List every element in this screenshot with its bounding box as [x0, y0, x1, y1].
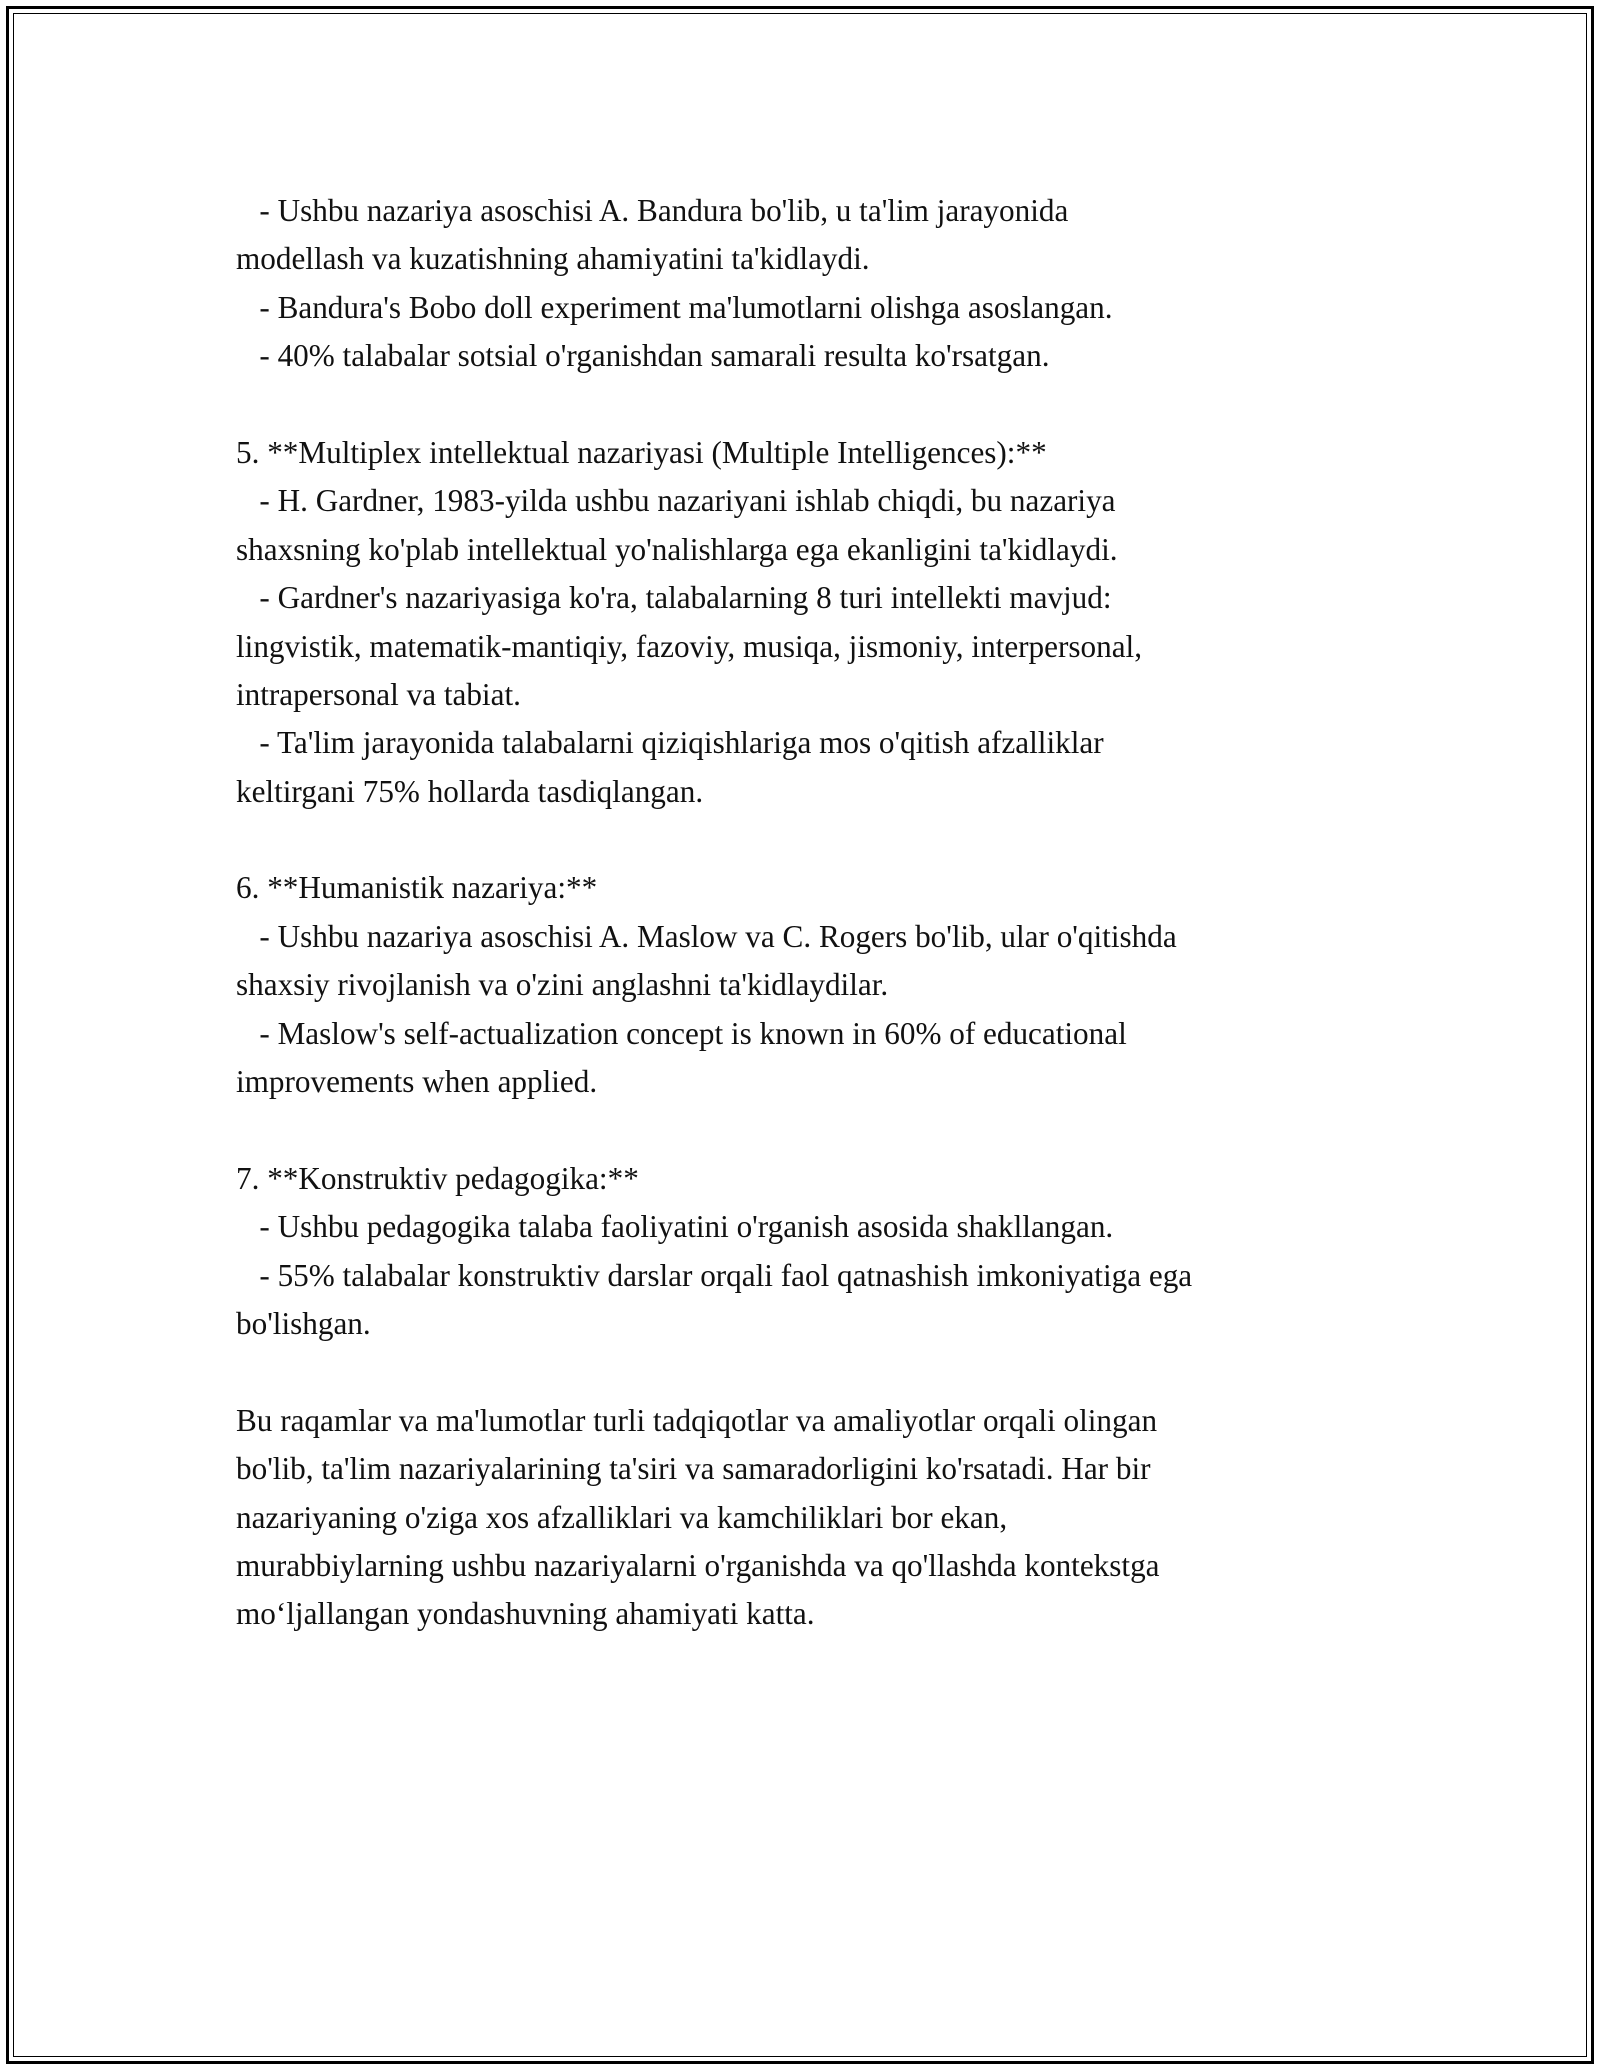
- section-heading: 7. **Konstruktiv pedagogika:**: [236, 1160, 639, 1196]
- paragraph-spacer: [236, 1348, 1376, 1396]
- document-body: [236, 187, 1376, 1639]
- text-line: shaxsiy rivojlanish va o'zini anglashni ta'kidlaydilar.: [236, 967, 889, 1003]
- paragraph-constructive-pedagogy: [236, 1155, 1376, 1349]
- text-line: Bu raqamlar va ma'lumotlar turli tadqiqotlar va amaliyotlar orqali olingan: [236, 1402, 1158, 1438]
- text-line: - Ushbu pedagogika talaba faoliyatini o'rganish asosida shakllangan.: [236, 1209, 1114, 1245]
- paragraph-humanistic-theory: [236, 864, 1376, 1106]
- text-line: lingvistik, matematik-mantiqiy, fazoviy, musiqa, jismoniy, interpersonal,: [236, 628, 1143, 664]
- text-line: bo'lib, ta'lim nazariyalarining ta'siri va samaradorligini ko'rsatadi. Har bir: [236, 1451, 1151, 1487]
- text-line: murabbiylarning ushbu nazariyalarni o'rganishda va qo'llashda kontekstga: [236, 1547, 1160, 1583]
- paragraph-spacer: [236, 1106, 1376, 1154]
- text-line: bo'lishgan.: [236, 1305, 371, 1341]
- section-heading: 5. **Multiplex intellektual nazariyasi (Multiple Intelligences):**: [236, 434, 1047, 470]
- text-line: keltirgani 75% hollarda tasdiqlangan.: [236, 773, 704, 809]
- text-line: - Maslow's self-actualization concept is known in 60% of educational: [236, 1015, 1127, 1051]
- text-line: - H. Gardner, 1983-yilda ushbu nazariyani ishlab chiqdi, bu nazariya: [236, 483, 1116, 519]
- text-line: - Ushbu nazariya asoschisi A. Maslow va C. Rogers bo'lib, ular o'qitishda: [236, 918, 1177, 954]
- text-line: - Bandura's Bobo doll experiment ma'lumotlarni olishga asoslangan.: [236, 289, 1113, 325]
- text-line: intrapersonal va tabiat.: [236, 676, 521, 712]
- text-line: - Ushbu nazariya asoschisi A. Bandura bo'lib, u ta'lim jarayonida: [236, 193, 1069, 228]
- paragraph-spacer: [236, 816, 1376, 864]
- text-line: - 55% talabalar konstruktiv darslar orqali faol qatnashish imkoniyatiga ega: [236, 1257, 1193, 1293]
- paragraph-multiple-intelligences: [236, 429, 1376, 816]
- text-line: nazariyaning o'ziga xos afzalliklari va kamchiliklari bor ekan,: [236, 1499, 1008, 1535]
- paragraph-conclusion: [236, 1397, 1376, 1639]
- text-line: - Ta'lim jarayonida talabalarni qiziqishlariga mos o'qitish afzalliklar: [236, 725, 1104, 761]
- text-line: improvements when applied.: [236, 1064, 598, 1100]
- text-line: - Gardner's nazariyasiga ko'ra, talabalarning 8 turi intellekti mavjud:: [236, 580, 1112, 616]
- paragraph-spacer: [236, 381, 1376, 429]
- text-line: mo‘ljallangan yondashuvning ahamiyati katta.: [236, 1596, 815, 1632]
- text-line: modellash va kuzatishning ahamiyatini ta'kidlaydi.: [236, 241, 870, 277]
- paragraph-bandura-theory: [236, 187, 1376, 381]
- text-line: shaxsning ko'plab intellektual yo'nalishlarga ega ekanligini ta'kidlaydi.: [236, 531, 1118, 567]
- text-line: - 40% talabalar sotsial o'rganishdan samarali resulta ko'rsatgan.: [236, 338, 1050, 374]
- section-heading: 6. **Humanistik nazariya:**: [236, 870, 598, 906]
